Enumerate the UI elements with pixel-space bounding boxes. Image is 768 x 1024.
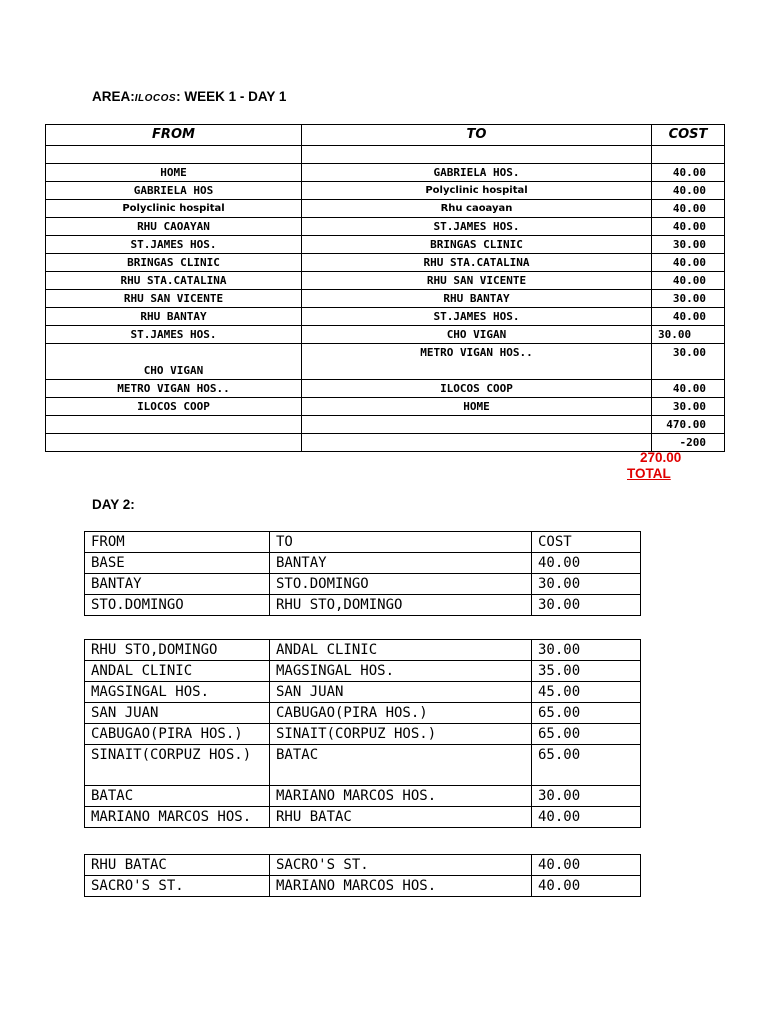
table-row: [46, 272, 725, 290]
empty-row: [46, 146, 725, 164]
cell-from: ST.JAMES HOS.: [46, 236, 302, 254]
cell-to: CHO VIGAN: [302, 326, 652, 344]
day1-table: [45, 124, 725, 452]
cell-from: ST.JAMES HOS.: [46, 326, 302, 344]
table-row: [85, 595, 641, 616]
cell-from: RHU SAN VICENTE: [46, 290, 302, 308]
table-row: [85, 682, 641, 703]
cell-cost: 40.00: [652, 182, 725, 200]
cell-to: RHU SAN VICENTE: [302, 272, 652, 290]
table-row: [46, 164, 725, 182]
cell-cost: 30.00: [652, 236, 725, 254]
cell-to: RHU BANTAY: [302, 290, 652, 308]
cell-to: MAGSINGAL HOS.: [270, 661, 532, 682]
table-row: [46, 326, 725, 344]
table-row: [46, 236, 725, 254]
cell-to: BATAC: [270, 745, 532, 786]
cell-from: SACRO'S ST.: [85, 876, 270, 897]
column-header-from: FROM: [46, 125, 302, 146]
cell-cost: 65.00: [532, 703, 641, 724]
cell-cost: 45.00: [532, 682, 641, 703]
heading-week-day: : WEEK 1 - DAY 1: [176, 89, 287, 104]
cell-to: Rhu caoayan: [302, 200, 652, 218]
column-header-to: TO: [302, 125, 652, 146]
deduction-row: [46, 434, 725, 452]
table-row: [85, 703, 641, 724]
cell-cost: 30.00: [532, 595, 641, 616]
cell-from: MAGSINGAL HOS.: [85, 682, 270, 703]
table-row: [85, 661, 641, 682]
cell-to: BRINGAS CLINIC: [302, 236, 652, 254]
cell-to: SACRO'S ST.: [270, 855, 532, 876]
cell-cost: 40.00: [652, 380, 725, 398]
table-row: [46, 200, 725, 218]
cell-from: RHU STO,DOMINGO: [85, 640, 270, 661]
cell-cost: 40.00: [532, 807, 641, 828]
table-header-row: [85, 532, 641, 553]
table-row: [85, 553, 641, 574]
table-row: [85, 807, 641, 828]
cell-cost: 35.00: [532, 661, 641, 682]
cell-cost: 40.00: [652, 254, 725, 272]
cell-from: RHU BATAC: [85, 855, 270, 876]
cell-cost: 30.00: [652, 326, 725, 344]
subtotal-value: 470.00: [652, 416, 725, 434]
cell-from: ANDAL CLINIC: [85, 661, 270, 682]
cell-cost: 30.00: [652, 344, 725, 380]
cell-from: Polyclinic hospital: [46, 200, 302, 218]
table-row: [85, 640, 641, 661]
area-name: ILOCOS: [134, 93, 177, 104]
cell-to: RHU STA.CATALINA: [302, 254, 652, 272]
subtotal-row: [46, 416, 725, 434]
cell-from: RHU STA.CATALINA: [46, 272, 302, 290]
day1-total: [627, 450, 682, 481]
table-row: [46, 380, 725, 398]
column-header-cost: COST: [652, 125, 725, 146]
table-row: [46, 308, 725, 326]
cell-to: MARIANO MARCOS HOS.: [270, 786, 532, 807]
day2-table-c: [84, 854, 641, 897]
cell-from: GABRIELA HOS: [46, 182, 302, 200]
cell-to: METRO VIGAN HOS..: [302, 344, 652, 380]
table-row: [46, 218, 725, 236]
day2-label: DAY 2:: [92, 497, 135, 512]
cell-cost: 40.00: [532, 553, 641, 574]
column-header-cost: COST: [532, 532, 641, 553]
cell-from: RHU BANTAY: [46, 308, 302, 326]
day2-table-a: [84, 531, 641, 616]
cell-from: SAN JUAN: [85, 703, 270, 724]
cell-to: RHU STO,DOMINGO: [270, 595, 532, 616]
cell-from: ILOCOS COOP: [46, 398, 302, 416]
cell-to: ILOCOS COOP: [302, 380, 652, 398]
day2-table-b: [84, 639, 641, 828]
cell-cost: 30.00: [652, 290, 725, 308]
heading-prefix: AREA:: [92, 89, 135, 104]
column-header-to: TO: [270, 532, 532, 553]
cell-to: CABUGAO(PIRA HOS.): [270, 703, 532, 724]
cell-from: CABUGAO(PIRA HOS.): [85, 724, 270, 745]
cell-from: SINAIT(CORPUZ HOS.): [85, 745, 270, 786]
cell-cost: 30.00: [532, 640, 641, 661]
cell-cost: 40.00: [532, 855, 641, 876]
net-total-value: 270.00: [640, 450, 682, 465]
cell-cost: 40.00: [652, 164, 725, 182]
cell-cost: 30.00: [532, 786, 641, 807]
table-row: [85, 745, 641, 786]
page-heading: [92, 89, 286, 104]
column-header-from: FROM: [85, 532, 270, 553]
cell-from: MARIANO MARCOS HOS.: [85, 807, 270, 828]
cell-cost: 40.00: [652, 272, 725, 290]
cell-to: BANTAY: [270, 553, 532, 574]
cell-cost: 40.00: [652, 218, 725, 236]
cell-to: SAN JUAN: [270, 682, 532, 703]
cell-to: STO.DOMINGO: [270, 574, 532, 595]
table-row: [46, 344, 725, 380]
deduction-value: -200: [652, 434, 725, 452]
cell-from: BANTAY: [85, 574, 270, 595]
table-row: [85, 724, 641, 745]
table-row: [46, 290, 725, 308]
cell-to: GABRIELA HOS.: [302, 164, 652, 182]
cell-cost: 40.00: [652, 308, 725, 326]
table-row: [46, 398, 725, 416]
cell-from: HOME: [46, 164, 302, 182]
table-row: [85, 786, 641, 807]
cell-from: RHU CAOAYAN: [46, 218, 302, 236]
cell-from: BASE: [85, 553, 270, 574]
table-row: [85, 855, 641, 876]
cell-from: CHO VIGAN: [46, 344, 302, 380]
cell-to: SINAIT(CORPUZ HOS.): [270, 724, 532, 745]
cell-cost: 30.00: [532, 574, 641, 595]
cell-to: ST.JAMES HOS.: [302, 218, 652, 236]
table-row: [46, 254, 725, 272]
cell-cost: 30.00: [652, 398, 725, 416]
table-row: [85, 574, 641, 595]
cell-to: MARIANO MARCOS HOS.: [270, 876, 532, 897]
table-header-row: [46, 125, 725, 146]
cell-to: RHU BATAC: [270, 807, 532, 828]
cell-from: METRO VIGAN HOS..: [46, 380, 302, 398]
cell-from: BATAC: [85, 786, 270, 807]
table-row: [85, 876, 641, 897]
cell-from: BRINGAS CLINIC: [46, 254, 302, 272]
cell-to: Polyclinic hospital: [302, 182, 652, 200]
cell-cost: 40.00: [652, 200, 725, 218]
cell-from: STO.DOMINGO: [85, 595, 270, 616]
table-row: [46, 182, 725, 200]
cell-cost: 40.00: [532, 876, 641, 897]
cell-to: HOME: [302, 398, 652, 416]
cell-to: ST.JAMES HOS.: [302, 308, 652, 326]
total-label: TOTAL: [627, 466, 671, 481]
cell-to: ANDAL CLINIC: [270, 640, 532, 661]
cell-cost: 65.00: [532, 724, 641, 745]
cell-cost: 65.00: [532, 745, 641, 786]
